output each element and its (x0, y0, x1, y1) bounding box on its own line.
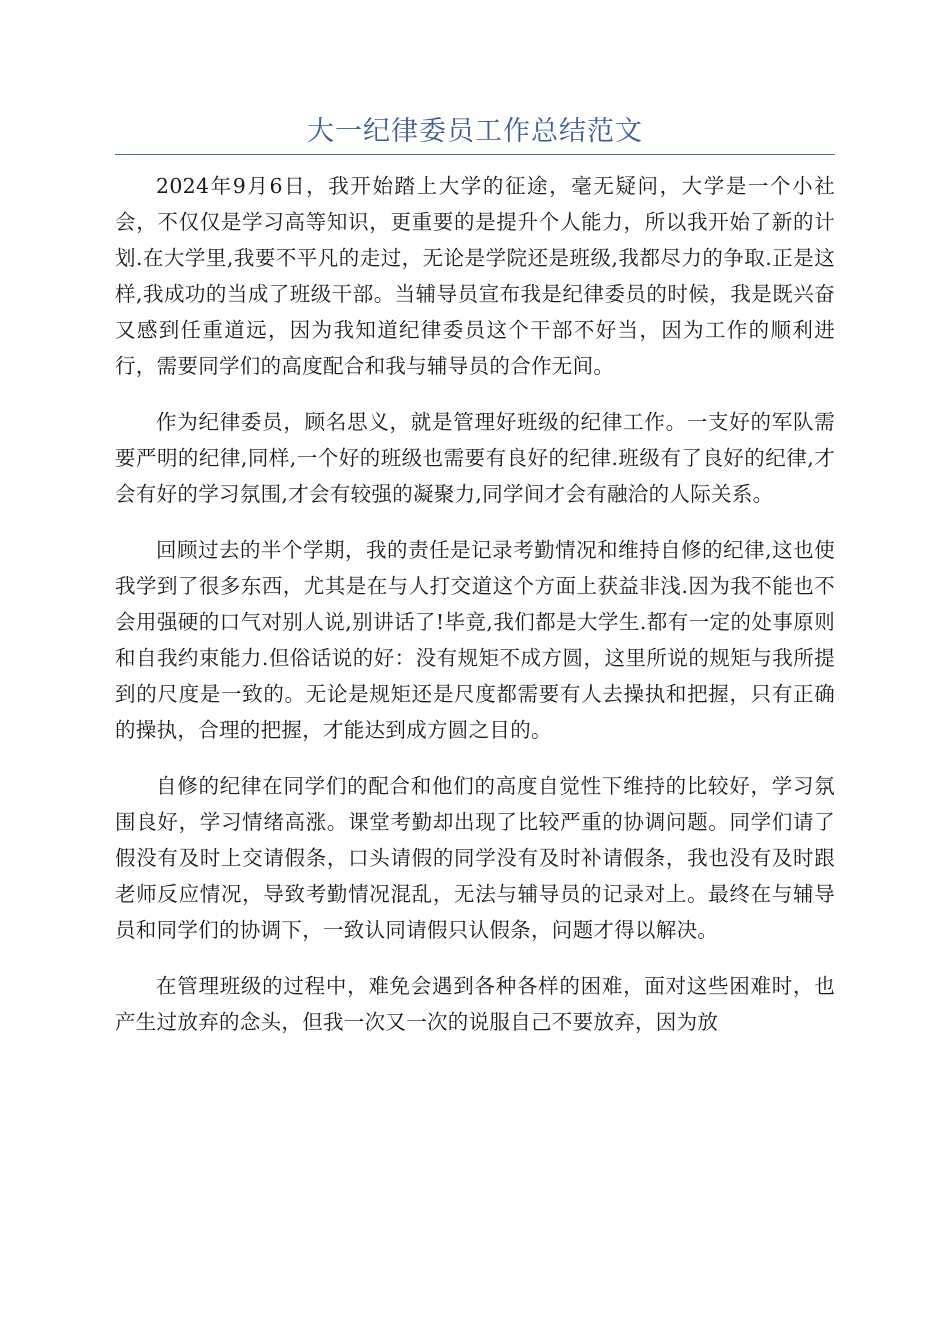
paragraph-5: 在管理班级的过程中，难免会遇到各种各样的困难，面对这些困难时，也产生过放弃的念头，但我一次又一次的说服自己不要放弃，因为放 (115, 974, 835, 1034)
paragraph-3: 回顾过去的半个学期，我的责任是记录考勤情况和维持自修的纪律,这也使我学到了很多东西，尤其是在与人打交道这个方面上获益非浅.因为我不能也不会用强硬的口气对别人说,别讲话了!毕竟,我们都是大学生.都有一定的处事原则和自我约束能力.但俗话说的好：没有规矩不成方圆，这里所说的规矩与我所提到的尺度是一致的。无论是规矩还是尺度都需要有人去操执和把握，只有正确的操执，合理的把握，才能达到成方圆之目的。 (115, 538, 835, 742)
document-body (115, 168, 835, 1060)
title-underline (115, 154, 835, 155)
paragraph-2: 作为纪律委员，顾名思义，就是管理好班级的纪律工作。一支好的军队需要严明的纪律,同样,一个好的班级也需要有良好的纪律.班级有了良好的纪律,才会有好的学习氛围,才会有较强的凝聚力,同学间才会有融洽的人际关系。 (115, 410, 835, 506)
document-title: 大一纪律委员工作总结范文 (307, 116, 643, 147)
paragraph-4: 自修的纪律在同学们的配合和他们的高度自觉性下维持的比较好，学习氛围良好，学习情绪高涨。课堂考勤却出现了比较严重的协调问题。同学们请了假没有及时上交请假条，口头请假的同学没有及时补请假条，我也没有及时跟老师反应情况，导致考勤情况混乱，无法与辅导员的记录对上。最终在与辅导员和同学们的协调下，一致认同请假只认假条，问题才得以解决。 (115, 774, 835, 942)
paragraph-1: 2024年9月6日，我开始踏上大学的征途，毫无疑问，大学是一个小社会，不仅仅是学习高等知识，更重要的是提升个人能力，所以我开始了新的计划.在大学里,我要不平凡的走过，无论是学院还是班级,我都尽力的争取.正是这样,我成功的当成了班级干部。当辅导员宣布我是纪律委员的时候，我是既兴奋又感到任重道远，因为我知道纪律委员这个干部不好当，因为工作的顺利进行，需要同学们的高度配合和我与辅导员的合作无间。 (115, 174, 835, 378)
